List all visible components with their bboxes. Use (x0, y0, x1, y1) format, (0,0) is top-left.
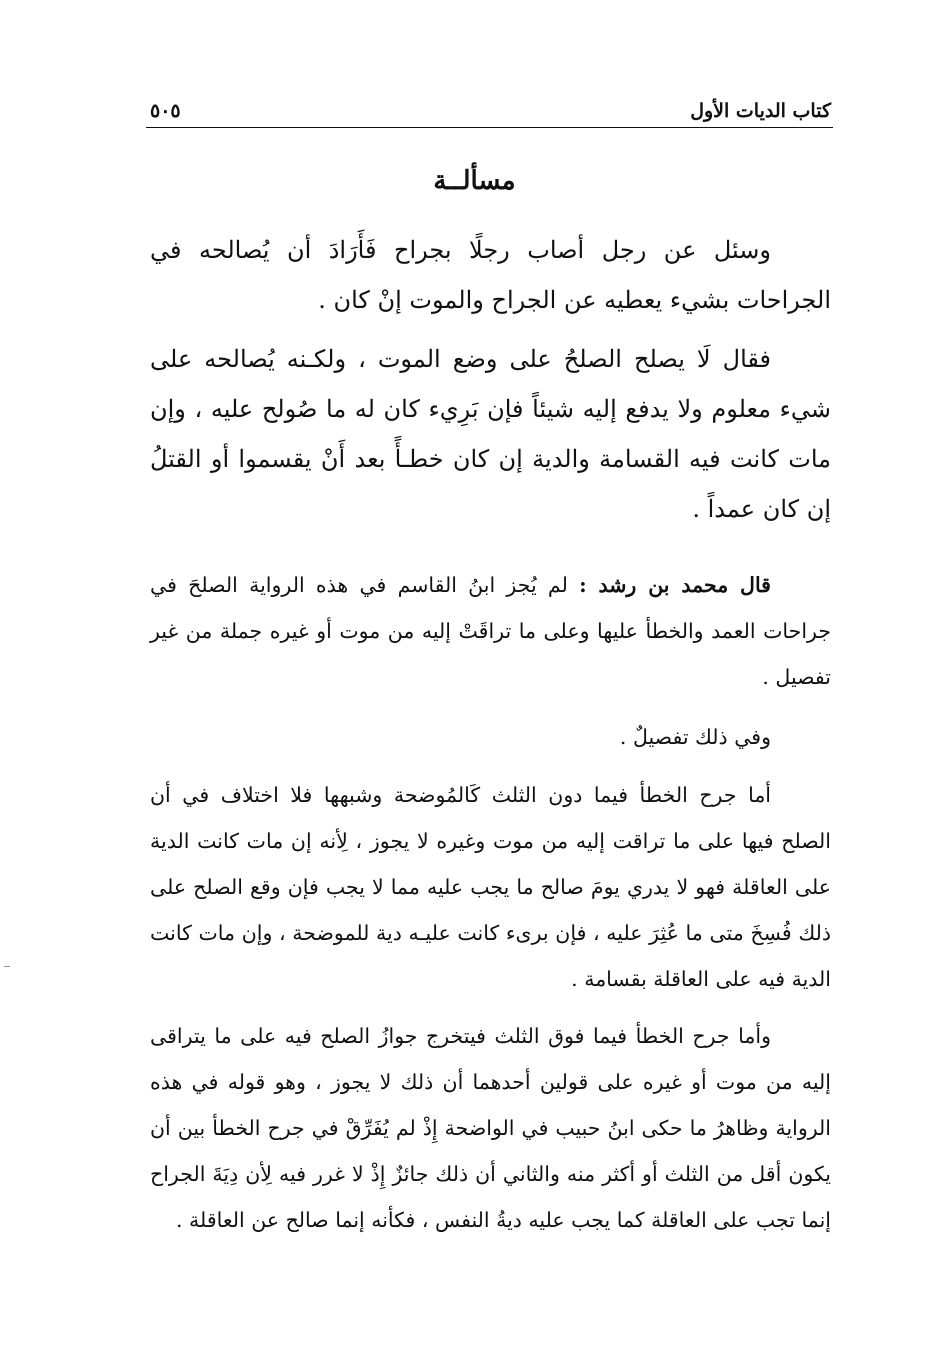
commentary-intro-text: لم يُجز ابنُ القاسم في هذه الرواية الصلحَ في جراحات العمد والخطأ عليها وعلى ما تراقَتْ إليه من موت أو غيره جملة من غير تفصيل . (150, 573, 831, 689)
section-title: مسألــة (433, 166, 516, 196)
page-header (150, 88, 831, 122)
question-block (150, 225, 831, 325)
commentary-intro-paragraph (150, 562, 831, 700)
question-paragraph: وسئل عن رجل أصاب رجلًا بجراح فَأَرَادَ أن يُصالحه في الجراحات بشيء يعطيه عن الجراح والموت إنْ كان . (150, 236, 831, 314)
page-number: ٥٠٥ (150, 100, 181, 122)
commentary-para1-block (150, 772, 831, 1002)
scan-margin-mark (4, 966, 10, 967)
detail-note-block (150, 714, 831, 760)
answer-block (150, 334, 831, 534)
detail-note-paragraph: وفي ذلك تفصيلٌ . (619, 725, 771, 749)
commentary-para2-block (150, 1013, 831, 1243)
header-rule (146, 127, 833, 128)
commentary-intro-block (150, 562, 831, 700)
commentary-para1: أما جرح الخطأ فيما دون الثلث كَالمُوضحة وشبهها فلا اختلاف في أن الصلح فيها على ما تراقت إليه من موت وغيره لا يجوز ، لِأنه إن مات كانت الدية على العاقلة فهو لا يدري يومَ صالح ما يجب عليه مما لا يجب فإن وقع الصلح على ذلك فُسِخَ متى ما عُثِرَ عليه ، فإن برىء كانت عليـه دية للموضحة ، وإن مات كانت الدية فيه على العاقلة بقسامة . (150, 783, 831, 991)
running-title: كتاب الديات الأول (690, 100, 831, 122)
commentary-speaker: قال محمد بن رشد : (579, 573, 771, 597)
answer-paragraph: فقال لَا يصلح الصلحُ على وضع الموت ، ولكـنه يُصالحه على شيء معلوم ولا يدفع إليه شيئاً فإن بَرِيء كان له ما صُولح عليه ، وإن مات كانت فيه القسامة والدية إن كان خطـأً بعد أَنْ يقسموا أو القتلُ إن كان عمداً . (150, 345, 831, 523)
commentary-para2: وأما جرح الخطأ فيما فوق الثلث فيتخرج جوازُ الصلح فيه على ما يتراقى إليه من موت أو غيره على قولين أحدهما أن ذلك لا يجوز ، وهو قوله في هذه الرواية وظاهرُ ما حكى ابنُ حبيب في الواضحة إِذْ لم يُفَرِّقْ في جرح الخطأ بين أن يكون أقل من الثلث أو أكثر منه والثاني أن ذلك جائزٌ إِذْ لا غرر فيه لِأن دِيَةَ الجراح إنما تجب على العاقلة كما يجب عليه ديةُ النفس ، فكأنه إنما صالح عن العاقلة . (150, 1024, 831, 1232)
